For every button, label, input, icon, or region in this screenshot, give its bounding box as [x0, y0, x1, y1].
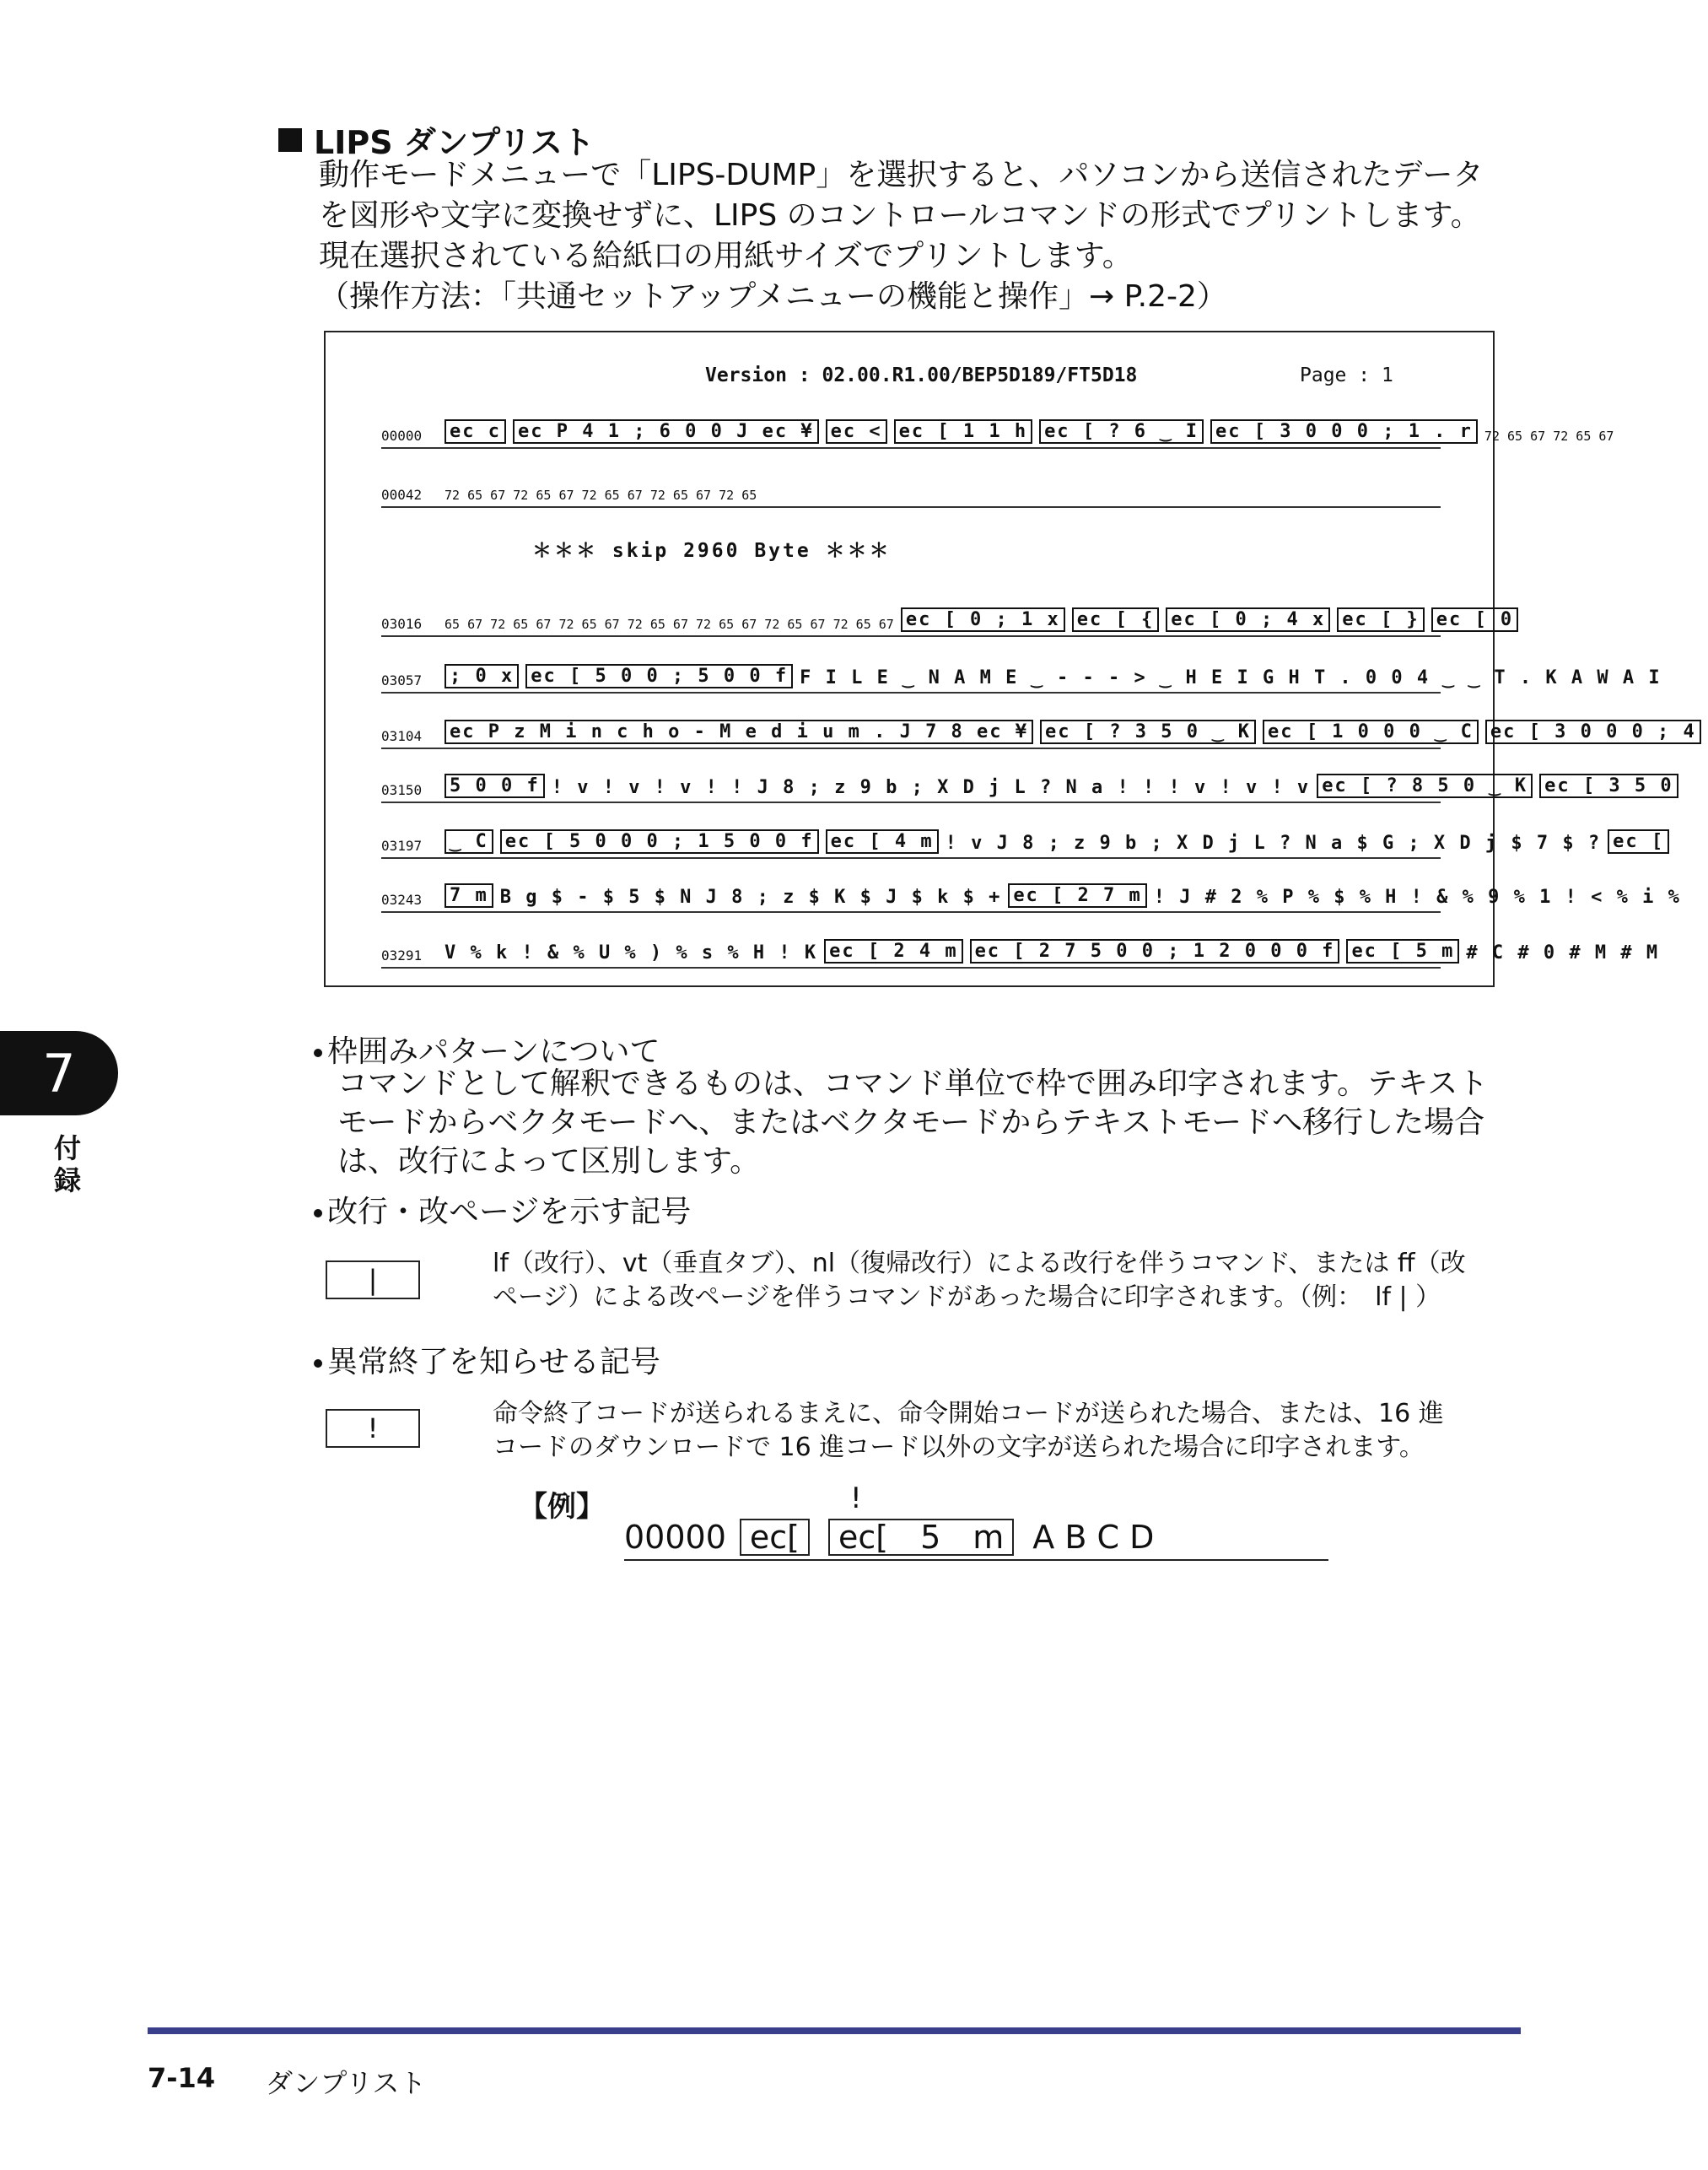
dump-text: # C # 0 # M # M	[1466, 942, 1660, 964]
dump-address: 00000	[381, 428, 423, 444]
footer-page-number: 7-14	[148, 2062, 216, 2094]
intro-line: 現在選択されている給紙口の用紙サイズでプリントします。	[319, 239, 1133, 273]
dump-content	[445, 488, 763, 503]
dump-command-box: ec [ 5 0 0 0 ; 1 5 0 0 f	[500, 829, 819, 854]
bullet-newline-title	[314, 1188, 691, 1231]
dump-command-box: ec [ 1 1 h	[894, 419, 1032, 444]
dump-page-label: Page :	[1300, 364, 1371, 386]
dump-command-box: ec [ 0 ; 4 x	[1166, 607, 1330, 632]
dump-page-value: 1	[1381, 364, 1393, 386]
dump-address: 03150	[381, 782, 423, 798]
dump-line	[381, 410, 1614, 449]
dump-address: 03057	[381, 672, 423, 688]
dump-content	[445, 664, 1668, 688]
dump-address: 00042	[381, 487, 423, 503]
bullet-dot-icon	[314, 1209, 322, 1217]
dump-text: 72 65 67 72 65 67	[1484, 429, 1614, 444]
bullet-dot-icon	[314, 1359, 322, 1368]
dump-version-value: 02.00.R1.00/BEP5D189/FT5D18	[822, 364, 1138, 386]
dump-skip-text: ＊＊＊ skip 2960 Byte ＊＊＊	[532, 540, 892, 562]
dump-command-box: ec c	[445, 419, 506, 444]
example-box: ec[	[740, 1519, 810, 1556]
dump-line	[381, 710, 1696, 749]
abnormal-desc	[493, 1397, 1444, 1465]
dump-address: 03104	[381, 728, 423, 744]
example-line	[624, 1519, 1328, 1561]
abnormal-symbol: !	[367, 1412, 379, 1444]
dump-command-box: ec [ 3 5 0	[1539, 774, 1678, 798]
dump-text: ! v ! v ! v ! ! J 8 ; z 9 b ; X D j L ? N a ! ! ! v ! v ! v	[551, 777, 1311, 798]
dump-content	[445, 829, 1676, 854]
chapter-name: 付録	[53, 1132, 81, 1196]
dump-address: 03291	[381, 947, 423, 964]
dump-line	[381, 469, 1441, 508]
dump-command-box: ec [ ? 8 5 0 ‿ K	[1317, 774, 1533, 798]
dump-text: V % k ! & % U % ) % s % H ! K	[445, 942, 818, 964]
dump-command-box: ec [ 4 m	[826, 829, 939, 854]
intro-line: 動作モードメニューで「LIPS-DUMP」を選択すると、パソコンから送信されたデータ	[319, 158, 1484, 192]
dump-command-box: ec [ ? 6 ‿ I	[1039, 419, 1204, 444]
dump-command-box: ec <	[826, 419, 887, 444]
dump-address: 03197	[381, 838, 423, 854]
dump-list-sample	[324, 331, 1696, 987]
dump-text: F I L E ‿ N A M E ‿ - - - > ‿ H E I G H T . 0 0 4 ‿ ‿ T . K A W A I	[800, 667, 1662, 688]
dump-version-label: Version :	[705, 364, 811, 386]
square-bullet-icon	[278, 128, 302, 152]
example-box: ec[ 5 m	[828, 1519, 1014, 1556]
dump-line	[381, 764, 1673, 803]
dump-command-box: ec [ 5 0 0 ; 5 0 0 f	[525, 664, 793, 688]
example-tail: A B C D	[1032, 1519, 1155, 1556]
dump-command-box: ec P z M i n c h o - M e d i u m . J 7 8 ec ¥	[445, 720, 1033, 744]
dump-command-box: ec [ 3 0 0 0 ; 1 . r	[1210, 419, 1478, 444]
dump-address: 03243	[381, 892, 423, 908]
dump-content	[445, 419, 1620, 444]
bullet-dot-icon	[314, 1049, 322, 1057]
body-line: モードからベクタモードへ、またはベクタモードからテキストモードへ移行した場合	[337, 1105, 1485, 1140]
dump-command-box: ec [ 5 m	[1346, 939, 1459, 964]
newline-symbol: |	[368, 1264, 378, 1296]
dump-content	[445, 883, 1688, 908]
dump-command-box: ec [ 1 0 0 0 ‿ C	[1263, 720, 1479, 744]
dump-page	[1300, 364, 1393, 386]
dump-address: 03016	[381, 616, 423, 632]
dump-line	[381, 874, 1681, 913]
intro-line: （操作方法：「共通セットアップメニューの機能と操作」→ P.2-2）	[319, 279, 1227, 314]
dump-line	[381, 930, 1660, 969]
dump-command-box: ec [ 3 0 0 0 ; 4	[1485, 720, 1701, 744]
example-address: 00000	[624, 1519, 726, 1556]
chapter-tab	[0, 1031, 118, 1115]
dump-text: ! J # 2 % P % $ % H ! & % 9 % 1 ! < % i %	[1153, 887, 1681, 908]
dump-command-box: ec [	[1608, 829, 1669, 854]
dump-command-box: 5 0 0 f	[445, 774, 545, 798]
desc-line: ページ）による改ページを伴うコマンドがあった場合に印字されます。（例： lf | ）	[493, 1282, 1441, 1312]
dump-text: ! v J 8 ; z 9 b ; X D j L ? N a $ G ; X D j $ 7 $ ?	[945, 833, 1602, 854]
chapter-number: 7	[42, 1042, 76, 1104]
section-title-text: LIPS ダンプリスト	[314, 124, 595, 161]
newline-desc	[493, 1247, 1466, 1314]
dump-content	[445, 607, 1525, 632]
dump-line	[381, 655, 1662, 694]
dump-content	[445, 720, 1708, 744]
dump-line	[381, 820, 1665, 859]
footer-title: ダンプリスト	[266, 2067, 427, 2099]
desc-line: コードのダウンロードで 16 進コード以外の文字が送られた場合に印字されます。	[493, 1433, 1425, 1462]
bullet-frame-title-text: 枠囲みパターンについて	[327, 1034, 660, 1069]
body-line: コマンドとして解釈できるものは、コマンド単位で枠で囲み印字されます。テキスト	[337, 1066, 1489, 1101]
bullet-newline-title-text: 改行・改ページを示す記号	[327, 1195, 692, 1229]
dump-text: 72 65 67 72 65 67 72 65 67 72 65 67 72 65	[445, 488, 757, 503]
footer-rule	[148, 2027, 1521, 2034]
newline-symbol-box	[326, 1260, 420, 1299]
dump-line	[381, 598, 1514, 637]
dump-command-box: ec [ 0	[1431, 607, 1518, 632]
desc-line: lf（改行）、vt（垂直タブ）、nl（復帰改行）による改行を伴うコマンド、または ff（改	[493, 1249, 1466, 1278]
dump-command-box: ec [ 2 7 5 0 0 ; 1 2 0 0 0 f	[970, 939, 1340, 964]
bullet-frame-body	[337, 1065, 1488, 1181]
desc-line: 命令終了コードが送られるまえに、命令開始コードが送られた場合、または、16 進	[493, 1399, 1444, 1428]
section-intro	[319, 155, 1517, 317]
dump-content	[445, 939, 1666, 964]
dump-content	[445, 774, 1685, 798]
dump-command-box: ec [ }	[1337, 607, 1424, 632]
dump-command-box: ‿ C	[445, 829, 493, 854]
example-mark: !	[850, 1482, 862, 1515]
body-line: は、改行によって区別します。	[337, 1144, 761, 1179]
dump-command-box: 7 m	[445, 883, 493, 908]
dump-command-box: ec P 4 1 ; 6 0 0 J ec ¥	[513, 419, 819, 444]
example-label: 【例】	[519, 1490, 605, 1524]
dump-command-box: ec [ 2 4 m	[824, 939, 962, 964]
dump-text: 65 67 72 65 67 72 65 67 72 65 67 72 65 67 72 65 67 72 65 67	[445, 617, 894, 632]
dump-text: B g $ - $ 5 $ N J 8 ; z $ K $ J $ k $ +	[499, 887, 1002, 908]
dump-command-box: ec [ 0 ; 1 x	[901, 607, 1065, 632]
bullet-abnormal-title-text: 異常終了を知らせる記号	[327, 1345, 660, 1379]
dump-command-box: ; 0 x	[445, 664, 519, 688]
dump-command-box: ec [ {	[1072, 607, 1159, 632]
dump-version	[705, 364, 1137, 386]
dump-command-box: ec [ 2 7 m	[1008, 883, 1146, 908]
intro-line: を図形や文字に変換せずに、LIPS のコントロールコマンドの形式でプリントします。	[319, 198, 1481, 233]
abnormal-symbol-box	[326, 1409, 420, 1448]
dump-command-box: ec [ ? 3 5 0 ‿ K	[1040, 720, 1256, 744]
bullet-abnormal-title	[314, 1338, 660, 1381]
